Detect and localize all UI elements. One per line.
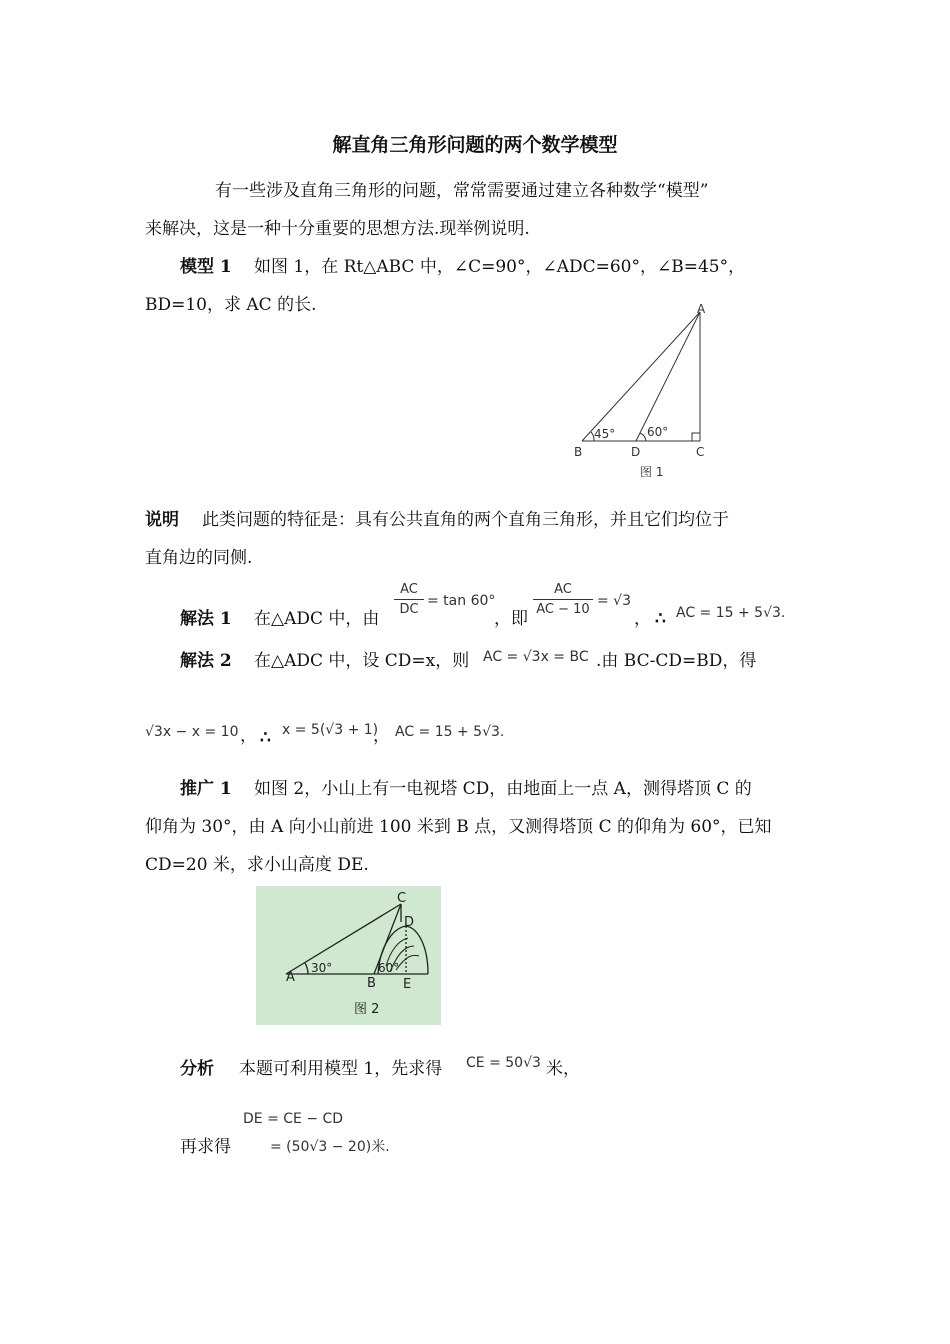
segment-ad — [636, 312, 700, 441]
fig2-angle-a: 30° — [311, 961, 333, 975]
extension1-line-2: 仰角为 30°，由 A 向小山前进 100 米到 B 点，又测得塔顶 C 的仰角为 60°，已知 — [145, 817, 772, 837]
solution2-expr: AC = √3x = BC — [483, 649, 589, 665]
note-line-1: 此类问题的特征是：具有公共直角的两个直角三角形，并且它们均位于 — [202, 510, 729, 530]
solution2-eq-1: √3x − x = 10 — [145, 724, 239, 740]
frac1-denominator: DC — [399, 602, 419, 617]
frac2-denominator: AC − 10 — [536, 602, 590, 617]
page-title: 解直角三角形问题的两个数学模型 — [332, 134, 618, 156]
fig2-label-a: A — [286, 970, 295, 985]
therefore-symbol-2: ∴ — [260, 728, 271, 748]
extension1-line-3: CD=20 米，求小山高度 DE. — [145, 855, 369, 875]
analysis-eq-line-1: DE = CE − CD — [243, 1111, 344, 1127]
solution1-prefix: 在△ADC 中，由 — [254, 609, 380, 629]
extension1-label: 推广 1 — [180, 779, 232, 799]
fig1-label-c: C — [696, 445, 705, 459]
solution2-sep-1: ， — [240, 726, 257, 746]
analysis-label: 分析 — [180, 1059, 214, 1079]
solution2-eq-3: AC = 15 + 5√3. — [395, 724, 505, 740]
fig2-angle-b: 60° — [378, 961, 400, 975]
intro-line-2: 来解决，这是一种十分重要的思想方法.现举例说明. — [145, 219, 530, 239]
fig1-label-d: D — [631, 445, 641, 459]
analysis-eq-line-2: = (50√3 − 20)米. — [270, 1139, 390, 1155]
solution1-sep-2: ， — [634, 609, 651, 629]
solution1-frac2-rhs: = √3 — [597, 593, 632, 609]
model1-label: 模型 1 — [180, 257, 232, 277]
model1-line-2: BD=10，求 AC 的长. — [145, 295, 317, 315]
segment-ab — [582, 312, 700, 441]
frac1-bar — [394, 599, 424, 600]
solution2-eq-2: x = 5(√3 + 1) — [282, 722, 379, 738]
solution1-result: AC = 15 + 5√3. — [676, 605, 786, 621]
solution2-label: 解法 2 — [180, 651, 232, 671]
therefore-symbol: ∴ — [655, 609, 666, 629]
note-line-2: 直角边的同侧. — [145, 548, 253, 568]
extension1-line-1: 如图 2，小山上有一电视塔 CD，由地面上一点 A，测得塔顶 C 的 — [254, 779, 752, 799]
fig1-label-b: B — [574, 445, 583, 459]
fig1-caption: 图 1 — [640, 465, 664, 479]
frac2-bar — [533, 599, 593, 600]
note-label: 说明 — [145, 510, 179, 530]
fig2-label-e: E — [403, 977, 412, 992]
frac2-numerator: AC — [554, 582, 572, 597]
fig2-label-d: D — [404, 915, 415, 930]
analysis-suffix: 米， — [546, 1059, 580, 1079]
solution1-label: 解法 1 — [180, 609, 232, 629]
right-angle-mark — [692, 433, 700, 441]
analysis-text: 本题可利用模型 1，先求得 — [239, 1059, 443, 1079]
solution1-fraction-2 — [533, 582, 593, 617]
fig1-angle-d: 60° — [647, 425, 669, 439]
solution2-sep-2: ， — [373, 726, 390, 746]
fig2-caption: 图 2 — [354, 1002, 380, 1017]
angle-d-arc — [640, 433, 646, 441]
model1-line-1: 如图 1，在 Rt△ABC 中，∠C=90°，∠ADC=60°，∠B=45°， — [254, 257, 746, 277]
solution2-suffix: .由 BC-CD=BD，得 — [596, 651, 757, 671]
fig1-label-a: A — [697, 302, 706, 316]
solution1-sep-1: ，即 — [494, 609, 528, 629]
solution1-fraction-1 — [394, 582, 424, 617]
solution1-frac1-rhs: = tan 60° — [427, 593, 496, 609]
analysis-expr: CE = 50√3 — [466, 1055, 541, 1071]
frac1-numerator: AC — [400, 582, 418, 597]
fig1-angle-b: 45° — [594, 427, 616, 441]
figure-2 — [256, 886, 441, 1025]
figure-1 — [560, 296, 730, 486]
fig2-label-c: C — [397, 891, 407, 906]
solution2-prefix: 在△ADC 中，设 CD=x，则 — [254, 651, 470, 671]
analysis-then: 再求得 — [180, 1137, 231, 1157]
fig2-label-b: B — [367, 976, 376, 991]
intro-line-1: 有一些涉及直角三角形的问题，常常需要通过建立各种数学“模型” — [215, 181, 709, 201]
